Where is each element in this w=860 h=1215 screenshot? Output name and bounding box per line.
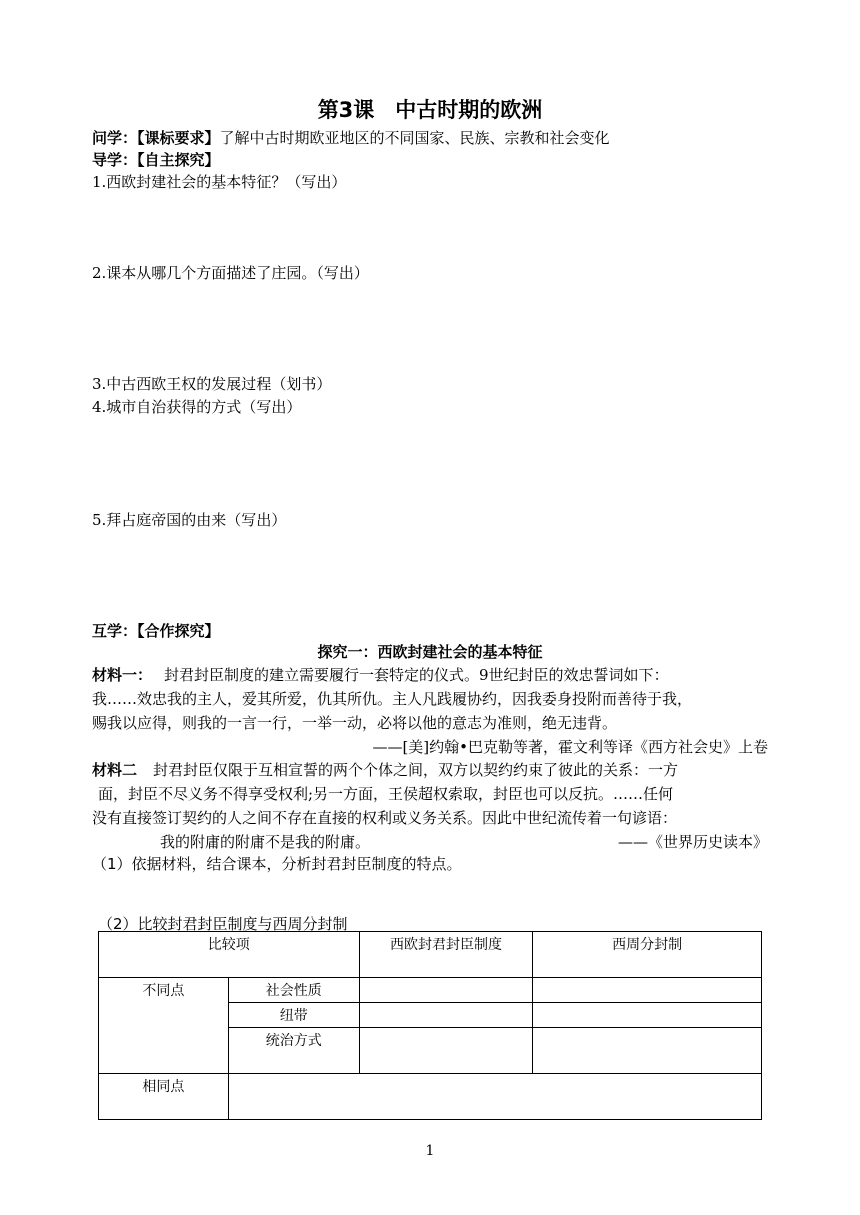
wenxue-text: 了解中古时期欧亚地区的不同国家、民族、宗教和社会变化 xyxy=(219,129,610,147)
material1-label: 材料一： xyxy=(92,666,153,684)
material1-source: ——[美]约翰•巴克勒等著，霍文利等译《西方社会史》上卷 xyxy=(372,738,768,756)
daoxue-tag: 【自主探究】 xyxy=(137,151,220,169)
cell-empty[interactable] xyxy=(533,1028,762,1074)
cell-empty[interactable] xyxy=(359,1028,533,1074)
question-5: 5.拜占庭帝国的由来（写出） xyxy=(92,511,287,529)
header-feudal-west: 西欧封君封臣制度 xyxy=(359,932,533,978)
row-label-bond: 纽带 xyxy=(228,1003,359,1028)
header-compare-item: 比较项 xyxy=(99,932,360,978)
wenxue-tag: 【课标要求】 xyxy=(137,129,220,147)
wenxue-label: 问学： xyxy=(92,129,138,147)
page-title: 第3课 中古时期的欧洲 xyxy=(317,98,543,122)
daoxue-label: 导学： xyxy=(92,151,138,169)
cell-empty[interactable] xyxy=(359,1003,533,1028)
daoxue-line xyxy=(92,149,220,170)
task-1: （1）依据材料，结合课本，分析封君封臣制度的特点。 xyxy=(92,855,462,873)
huxue-line xyxy=(92,620,220,641)
material2-line1: 材料二 封君封臣仅限于互相宣誓的两个个体之间，双方以契约约束了彼此的关系：一方 xyxy=(92,761,679,779)
page-number: 1 xyxy=(425,1143,435,1159)
huxue-label: 互学： xyxy=(92,622,138,640)
material2-saying: 我的附庸的附庸不是我的附庸。 xyxy=(160,833,371,851)
cell-empty[interactable] xyxy=(533,978,762,1003)
header-western-zhou: 西周分封制 xyxy=(533,932,762,978)
table-header-row xyxy=(99,932,762,978)
question-4: 4.城市自治获得的方式（写出） xyxy=(92,398,302,416)
same-label: 相同点 xyxy=(99,1074,229,1120)
comparison-table xyxy=(98,931,762,1120)
task-2: （2）比较封君封臣制度与西周分封制 xyxy=(98,915,348,933)
material2-line2: 面，封臣不尽义务不得享受权利;另一方面，王侯超权索取，封臣也可以反抗。……任何 xyxy=(98,785,674,803)
material1-line3: 赐我以应得，则我的一言一行，一举一动，必将以他的意志为准则，绝无违背。 xyxy=(92,714,618,732)
section-heading: 探究一：西欧封建社会的基本特征 xyxy=(317,643,543,661)
table-row xyxy=(99,978,762,1003)
material1-line2: 我……效忠我的主人，爱其所爱，仇其所仇。主人凡践履协约，因我委身投附而善待于我， xyxy=(92,690,693,708)
material2-line3: 没有直接签订契约的人之间不存在直接的权利或义务关系。因此中世纪流传着一句谚语： xyxy=(92,809,678,827)
huxue-tag: 【合作探究】 xyxy=(137,622,220,640)
question-1: 1.西欧封建社会的基本特征？（写出） xyxy=(92,173,347,191)
diff-label: 不同点 xyxy=(99,978,229,1074)
table-row xyxy=(99,1074,762,1120)
row-label-rule-method: 统治方式 xyxy=(228,1028,359,1074)
question-3: 3.中古西欧王权的发展过程（划书） xyxy=(92,375,332,393)
material1-line1: 材料一： 封君封臣制度的建立需要履行一套特定的仪式。9世纪封臣的效忠誓词如下： xyxy=(92,666,669,684)
row-label-social-nature: 社会性质 xyxy=(228,978,359,1003)
cell-empty[interactable] xyxy=(533,1003,762,1028)
question-2: 2.课本从哪几个方面描述了庄园。（写出） xyxy=(92,264,369,282)
cell-empty[interactable] xyxy=(359,978,533,1003)
material2-source: ——《世界历史读本》 xyxy=(617,833,768,851)
wenxue-line xyxy=(92,127,610,148)
material2-label: 材料二 xyxy=(92,761,138,779)
cell-empty[interactable] xyxy=(228,1074,761,1120)
